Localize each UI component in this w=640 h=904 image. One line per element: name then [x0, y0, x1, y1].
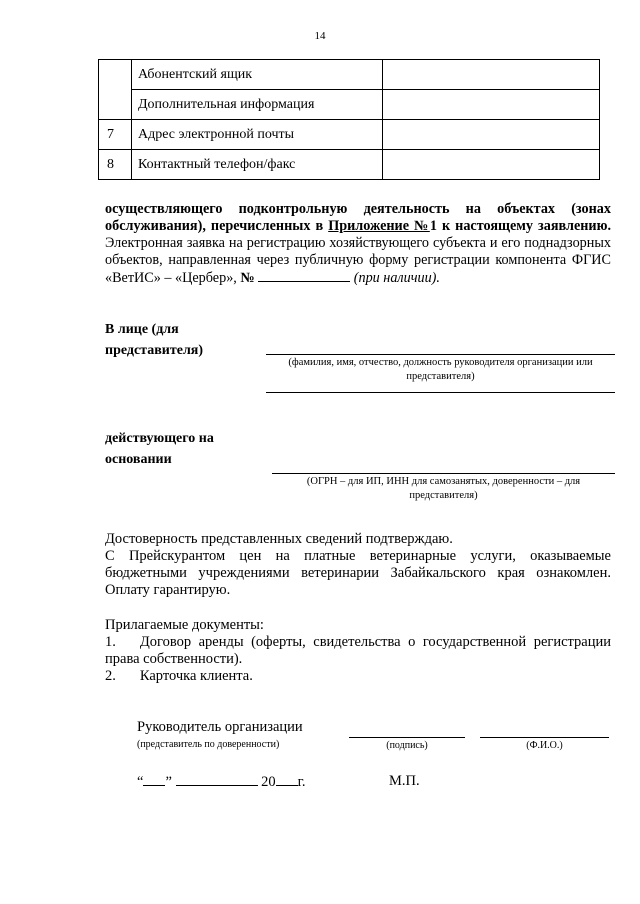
- item-text: Карточка клиента.: [139, 668, 253, 684]
- row-number: 7: [99, 120, 132, 150]
- item-text: Договор аренды (оферты, свидетельства о государственной регистрации права собственности).: [105, 634, 611, 667]
- signature-line: [349, 737, 465, 738]
- appendix-reference: Приложение №: [328, 218, 430, 234]
- table-row: [99, 150, 600, 180]
- label-line: В лице (для: [105, 322, 179, 337]
- year-blank: [276, 773, 298, 786]
- label-line: действующего на: [105, 431, 214, 446]
- confirmation-line: Достоверность представленных сведений подтверждаю.: [105, 531, 453, 547]
- month-blank: [176, 773, 258, 786]
- item-number: 1.: [105, 634, 116, 650]
- date-line: [137, 773, 306, 791]
- year-suffix: г.: [297, 774, 306, 790]
- head-label: Руководитель организации: [137, 719, 303, 735]
- row-label: Адрес электронной почты: [132, 120, 383, 150]
- row-label: Дополнительная информация: [132, 90, 383, 120]
- representative-caption: (фамилия, имя, отчество, должность руководителя организации или представителя): [288, 357, 593, 382]
- full-name-caption: (Ф.И.О.): [526, 740, 563, 751]
- declaration-paragraph: [105, 201, 611, 287]
- representative-label: [105, 319, 203, 361]
- bold-text: осуществляющего подконтрольную деятельность на объектах (зонах обслуживания), перечисленных в: [105, 201, 611, 234]
- basis-line: [272, 473, 615, 474]
- row-number: 8: [99, 150, 132, 180]
- stamp-placeholder: М.П.: [389, 773, 420, 789]
- label-line: представителя): [105, 343, 204, 358]
- paragraph-text: Электронная заявка на регистрацию хозяйствующего субъекта и его поднадзорных объектов, направленная через публичную форму регистрации компонента ФГИС «ВетИС» – «Цербер»,: [105, 235, 611, 286]
- bold-text: 1 к настоящему заявлению.: [429, 218, 611, 234]
- attachments-block: [105, 617, 611, 685]
- label-line: основании: [105, 452, 172, 467]
- basis-caption: (ОГРН – для ИП, ИНН для самозанятых, доверенности – для представителя): [306, 476, 581, 501]
- representative-name-line: [266, 354, 615, 355]
- attachments-title: Прилагаемые документы:: [105, 617, 264, 633]
- row-value: [383, 150, 600, 180]
- number-label: №: [240, 270, 255, 286]
- italic-note: (при наличии).: [353, 270, 440, 286]
- row-value: [383, 60, 600, 90]
- head-sublabel: (представитель по доверенности): [137, 739, 280, 750]
- year-prefix: 20: [261, 774, 276, 790]
- signature-caption: (подпись): [386, 740, 428, 751]
- list-item: [105, 634, 611, 668]
- table-row: [99, 60, 600, 90]
- list-item: [105, 668, 611, 685]
- table-row: [99, 90, 600, 120]
- confirmation-block: [105, 531, 611, 599]
- contacts-table: [98, 59, 600, 180]
- row-label: Контактный телефон/факс: [132, 150, 383, 180]
- basis-label: [105, 428, 214, 470]
- page-number: 14: [314, 30, 326, 42]
- full-name-line: [480, 737, 609, 738]
- row-label: Абонентский ящик: [132, 60, 383, 90]
- close-quote: ”: [165, 774, 172, 790]
- row-number: [99, 60, 132, 120]
- open-quote: “: [137, 774, 144, 790]
- representative-extra-line: [266, 392, 615, 393]
- table-row: [99, 120, 600, 150]
- item-number: 2.: [105, 668, 116, 684]
- row-value: [383, 120, 600, 150]
- price-list-statement: С Прейскурантом цен на платные ветеринарные услуги, оказываемые бюджетными учреждениями ветеринарии Забайкальского края ознакомлен. Оплату гарантирую.: [105, 548, 611, 598]
- row-value: [383, 90, 600, 120]
- day-blank: [143, 773, 165, 786]
- registration-number-blank: [258, 269, 350, 282]
